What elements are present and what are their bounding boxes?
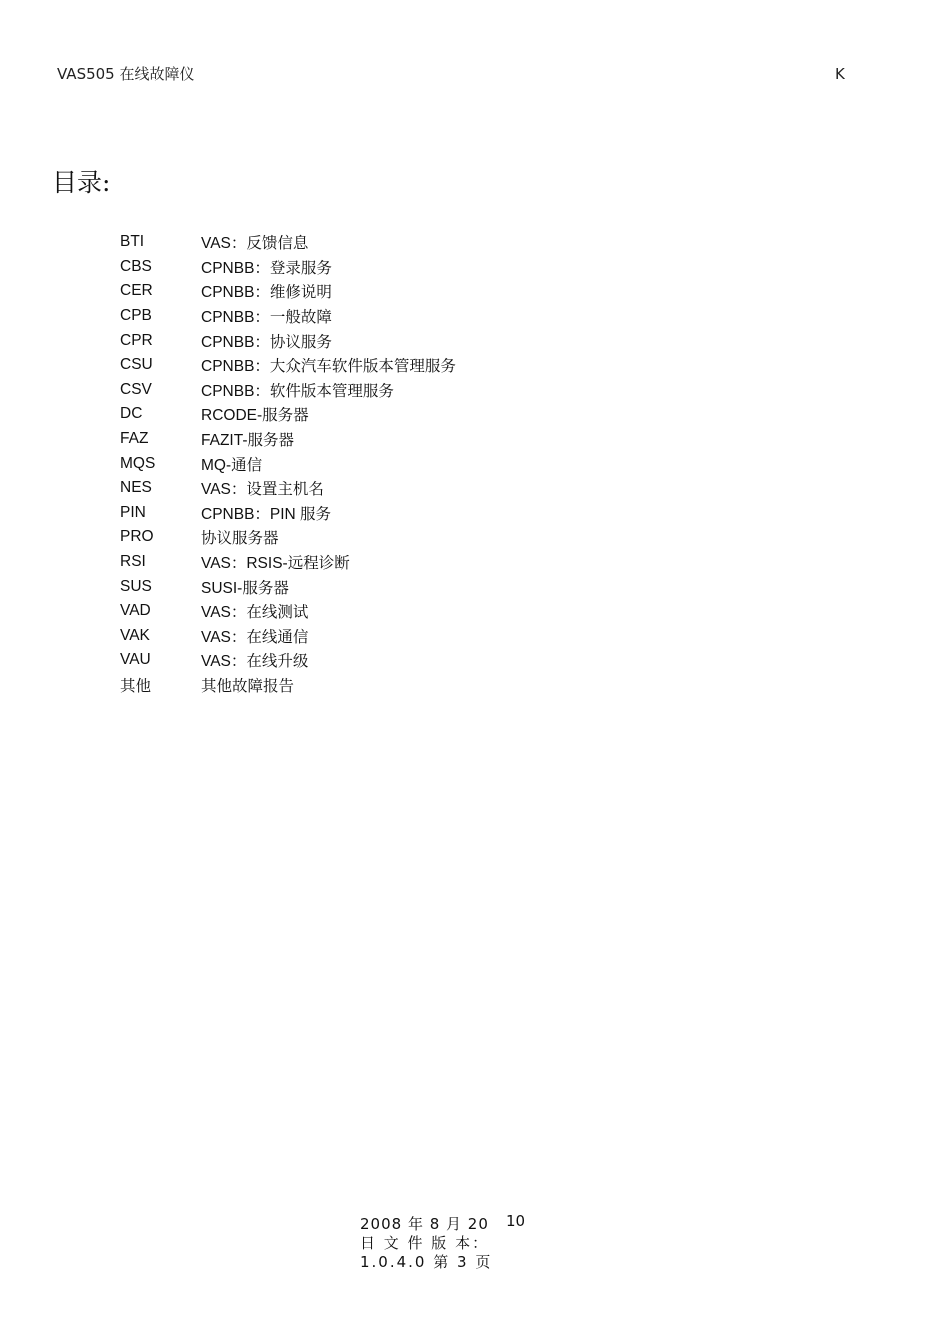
toc-entry-code: DC [120, 405, 143, 423]
toc-entry-description: CPNBB：大众汽车软件版本管理服务 [201, 358, 456, 376]
toc-entry-description: CPNBB：PIN 服务 [201, 505, 332, 523]
toc-entry-dc [120, 402, 820, 427]
toc-entry-code: RSI [120, 553, 146, 571]
toc-entry-description: MQ-通信 [201, 456, 263, 474]
toc-entry-code: CER [120, 282, 153, 300]
toc-entry-pro [120, 525, 820, 550]
toc-entry-code: PRO [120, 528, 154, 546]
toc-entry-code: VAK [120, 626, 150, 644]
toc-entry-description: CPNBB：软件版本管理服务 [201, 382, 394, 400]
header-right-text: K [835, 65, 845, 83]
footer-time-text: 10 [506, 1212, 526, 1230]
toc-entry-other [120, 673, 820, 698]
toc-entry-description: FAZIT-服务器 [201, 432, 295, 450]
footer-version-label: 日 文 件 版 本： [360, 1234, 490, 1252]
toc-entry-description: 其他故障报告 [201, 677, 295, 695]
toc-entry-description: VAS：设置主机名 [201, 481, 324, 499]
toc-entry-code: CPR [120, 331, 153, 349]
toc-entry-code: SUS [120, 577, 152, 595]
toc-entry-cer [120, 279, 820, 304]
toc-entry-code: NES [120, 479, 152, 497]
toc-entry-cpr [120, 328, 820, 353]
toc-entry-description: SUSI-服务器 [201, 579, 289, 597]
toc-entry-description: CPNBB：一般故障 [201, 309, 332, 327]
toc-entry-code: CSU [120, 356, 153, 374]
toc-entry-csv [120, 378, 820, 403]
toc-entry-rsi [120, 550, 820, 575]
toc-entry-code: FAZ [120, 430, 149, 448]
toc-entry-code: CPB [120, 307, 152, 325]
toc-entry-vau [120, 648, 820, 673]
toc-entry-sus [120, 574, 820, 599]
toc-entry-cbs [120, 255, 820, 280]
toc-entry-csu [120, 353, 820, 378]
toc-list [120, 230, 820, 697]
toc-entry-description: VAS：在线通信 [201, 628, 309, 646]
toc-entry-faz [120, 427, 820, 452]
toc-entry-code: 其他 [120, 677, 152, 695]
toc-entry-description: VAS：反馈信息 [201, 235, 309, 253]
toc-entry-vak [120, 624, 820, 649]
toc-entry-code: CSV [120, 380, 152, 398]
toc-entry-description: VAS：在线测试 [201, 604, 309, 622]
toc-entry-description: RCODE-服务器 [201, 407, 309, 425]
toc-entry-description: CPNBB：维修说明 [201, 284, 332, 302]
toc-entry-pin [120, 501, 820, 526]
toc-entry-code: PIN [120, 503, 146, 521]
footer-version-page: 1.0.4.0 第 3 页 [360, 1253, 493, 1271]
toc-entry-description: 协议服务器 [201, 530, 279, 548]
toc-entry-code: MQS [120, 454, 156, 472]
toc-entry-vad [120, 599, 820, 624]
toc-entry-mqs [120, 451, 820, 476]
toc-entry-code: VAU [120, 651, 151, 669]
toc-entry-cpb [120, 304, 820, 329]
toc-entry-code: VAD [120, 602, 151, 620]
page-header [0, 60, 950, 83]
toc-entry-description: CPNBB：登录服务 [201, 259, 332, 277]
toc-entry-code: CBS [120, 257, 152, 275]
toc-heading: 目录: [52, 168, 111, 197]
toc-entry-description: CPNBB：协议服务 [201, 333, 332, 351]
toc-entry-nes [120, 476, 820, 501]
toc-entry-description: VAS：在线升级 [201, 653, 309, 671]
toc-entry-description: VAS：RSIS-远程诊断 [201, 555, 350, 573]
footer-date: 2008 年 8 月 20 [360, 1215, 489, 1233]
footer-time-fragment [506, 1210, 546, 1230]
toc-entry-code: BTI [120, 233, 145, 251]
header-document-title: VAS505 在线故障仪 [57, 65, 195, 83]
toc-entry-bti [120, 230, 820, 255]
